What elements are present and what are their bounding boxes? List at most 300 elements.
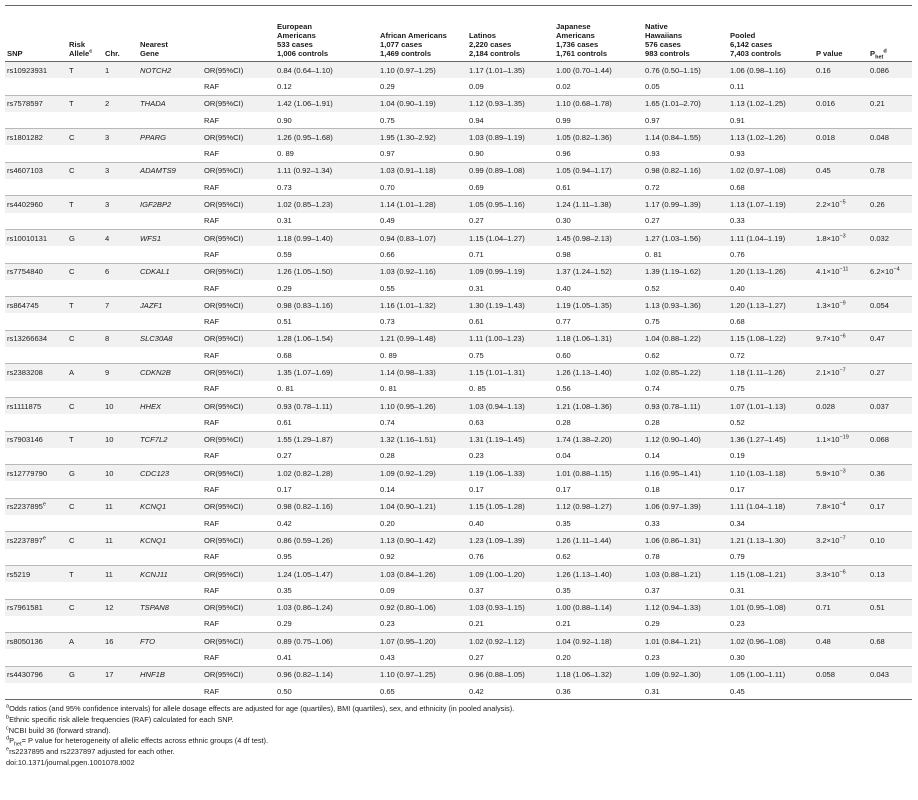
header-pooled xyxy=(728,6,814,62)
or-cell: 0.89 (0.75–1.06) xyxy=(277,636,333,646)
stat-label-cell: RAF xyxy=(204,417,220,427)
raf-cell: 0.75 xyxy=(469,350,484,360)
empty-cell xyxy=(5,145,67,162)
raf-cell: 0.94 xyxy=(469,115,484,125)
footnote-d-label: P xyxy=(9,736,14,746)
empty-cell xyxy=(67,649,103,666)
empty-cell xyxy=(138,213,202,230)
stat-label-cell: OR(95%CI) xyxy=(204,502,244,512)
empty-cell xyxy=(5,347,67,364)
stat-label-cell: RAF xyxy=(204,182,220,192)
raf-cell: 0.61 xyxy=(469,317,484,327)
snp-id: rs1111875 xyxy=(7,401,42,411)
empty-cell xyxy=(103,179,138,196)
empty-cell xyxy=(67,414,103,431)
or-cell: 1.12 (0.90–1.40) xyxy=(645,435,701,445)
empty-cell xyxy=(814,649,868,666)
header-afr xyxy=(378,6,467,62)
table-row xyxy=(5,246,912,263)
empty-cell xyxy=(5,78,67,95)
pvalue-cell-exponent: −11 xyxy=(839,266,849,273)
phet-cell-value: 0.78 xyxy=(870,166,885,176)
or-cell: 1.15 (1.08–1.22) xyxy=(730,334,786,344)
empty-cell xyxy=(103,448,138,465)
raf-cell: 0.35 xyxy=(556,585,571,595)
snp-id: rs8050136 xyxy=(7,636,43,646)
header-jap-l2: Americans xyxy=(556,31,595,40)
gene-cell: KCNJ11 xyxy=(140,569,168,579)
empty-cell xyxy=(868,280,912,297)
chr-cell: 1 xyxy=(105,65,110,75)
snp-cell xyxy=(5,297,67,314)
empty-cell xyxy=(868,683,912,700)
raf-cell: 0. 81 xyxy=(380,384,397,394)
raf-cell: 0.37 xyxy=(645,585,660,595)
or-cell: 1.03 (0.88–1.21) xyxy=(645,569,701,579)
chr-cell: 12 xyxy=(105,603,114,613)
empty-cell xyxy=(138,616,202,633)
empty-cell xyxy=(138,145,202,162)
phet-cell-value: 0.21 xyxy=(870,99,885,109)
table-row xyxy=(5,129,912,146)
raf-cell: 0.23 xyxy=(730,619,745,629)
footnote-e xyxy=(6,747,912,758)
gene-cell: ADAMTS9 xyxy=(140,166,176,176)
header-pool-l1: Pooled xyxy=(730,31,756,40)
header-nh-l3: 576 cases xyxy=(645,40,681,49)
phet-cell-value: 0.17 xyxy=(870,502,885,512)
or-cell: 1.37 (1.24–1.52) xyxy=(556,267,612,277)
table-row xyxy=(5,112,912,129)
stat-label-cell: OR(95%CI) xyxy=(204,636,244,646)
empty-cell xyxy=(67,213,103,230)
or-cell: 1.11 (1.00–1.23) xyxy=(469,334,525,344)
empty-cell xyxy=(868,313,912,330)
empty-cell xyxy=(5,112,67,129)
empty-cell xyxy=(103,481,138,498)
snp-cell xyxy=(5,196,67,213)
or-cell: 1.03 (0.92–1.16) xyxy=(380,267,436,277)
or-cell: 1.03 (0.84–1.26) xyxy=(380,569,436,579)
header-eur-l4: 1,006 controls xyxy=(277,49,329,58)
empty-cell xyxy=(5,246,67,263)
phet-cell-value: 0.054 xyxy=(870,300,890,310)
pvalue-cell-exponent: −6 xyxy=(839,569,846,576)
raf-cell: 0.23 xyxy=(380,619,395,629)
empty-cell xyxy=(868,145,912,162)
raf-cell: 0.37 xyxy=(469,585,484,595)
gene-cell: TSPAN8 xyxy=(140,603,169,613)
raf-cell: 0.68 xyxy=(277,350,292,360)
or-cell: 0.96 (0.88–1.05) xyxy=(469,670,525,680)
pvalue-cell-value: 7.8×10 xyxy=(816,502,840,512)
raf-cell: 0.93 xyxy=(645,149,660,159)
pvalue-cell-value: 1.8×10 xyxy=(816,233,840,243)
raf-cell: 0.33 xyxy=(730,216,745,226)
phet-cell xyxy=(868,162,912,179)
stat-label-cell: OR(95%CI) xyxy=(204,603,244,613)
raf-cell: 0.18 xyxy=(645,485,660,495)
empty-cell xyxy=(814,347,868,364)
or-cell: 1.19 (1.06–1.33) xyxy=(469,468,525,478)
or-cell: 1.13 (0.90–1.42) xyxy=(380,535,436,545)
or-cell: 1.14 (0.84–1.55) xyxy=(645,132,701,142)
risk-allele-cell: C xyxy=(69,535,75,545)
or-cell: 1.14 (1.01–1.28) xyxy=(380,200,436,210)
empty-cell xyxy=(5,683,67,700)
snp-id: rs10010131 xyxy=(7,233,48,243)
raf-cell: 0.19 xyxy=(730,451,745,461)
gene-cell: IGF2BP2 xyxy=(140,200,172,210)
empty-cell xyxy=(868,246,912,263)
raf-cell: 0.68 xyxy=(730,317,745,327)
empty-cell xyxy=(103,78,138,95)
or-cell: 1.02 (0.92–1.12) xyxy=(469,636,525,646)
phet-cell-value: 0.13 xyxy=(870,569,885,579)
empty-cell xyxy=(103,616,138,633)
or-cell: 0.94 (0.83–1.07) xyxy=(380,233,436,243)
pvalue-cell-value: 0.016 xyxy=(816,99,836,109)
or-cell: 1.18 (1.06–1.32) xyxy=(556,670,612,680)
header-afr-l2: 1,077 cases xyxy=(380,40,423,49)
snp-id: rs7903146 xyxy=(7,435,43,445)
snp-id: rs2237897 xyxy=(7,535,43,545)
raf-cell: 0.42 xyxy=(467,683,554,700)
table-row xyxy=(5,515,912,532)
raf-cell: 0.68 xyxy=(730,182,745,192)
risk-allele-cell: T xyxy=(69,99,74,109)
empty-cell xyxy=(868,179,912,196)
table-row xyxy=(5,582,912,599)
raf-cell: 0.33 xyxy=(645,518,660,528)
risk-allele-cell: T xyxy=(69,569,74,579)
empty-cell xyxy=(814,179,868,196)
risk-allele-cell: C xyxy=(69,334,75,344)
or-cell: 1.06 (0.86–1.31) xyxy=(645,535,701,545)
stat-label-cell: OR(95%CI) xyxy=(204,132,244,142)
raf-cell: 0.73 xyxy=(277,182,292,192)
empty-cell xyxy=(5,280,67,297)
snp-cell xyxy=(5,532,67,549)
gene-cell: THADA xyxy=(140,99,166,109)
gene-cell: CDC123 xyxy=(140,468,170,478)
phet-cell-value: 0.068 xyxy=(870,435,890,445)
phet-cell xyxy=(868,196,912,213)
or-cell: 1.10 (0.68–1.78) xyxy=(556,99,612,109)
empty-cell xyxy=(67,280,103,297)
footnote-a-text: Odds ratios (and 95% confidence intervals) for allele dosage effects are adjusted for age (quartiles), BMI (quartiles), sex, and ethnicity (in pooled analysis). xyxy=(9,704,515,714)
empty-cell xyxy=(138,448,202,465)
or-cell: 1.05 (0.95–1.16) xyxy=(469,200,525,210)
header-jap-l3: 1,736 cases xyxy=(556,40,599,49)
header-nh-l4: 983 controls xyxy=(645,49,690,58)
or-cell: 1.20 (1.13–1.26) xyxy=(730,267,786,277)
risk-allele-cell: C xyxy=(69,502,75,512)
raf-cell: 0.11 xyxy=(730,81,745,91)
raf-cell: 0.92 xyxy=(380,552,395,562)
table-row xyxy=(5,229,912,246)
table-row xyxy=(5,649,912,666)
or-cell: 1.18 (1.11–1.26) xyxy=(730,367,786,377)
phet-cell xyxy=(868,666,912,683)
header-gene xyxy=(138,6,202,62)
header-afr-l3: 1,469 controls xyxy=(380,49,432,58)
raf-cell: 0.17 xyxy=(556,485,571,495)
or-cell: 1.05 (0.94–1.17) xyxy=(556,166,612,176)
chr-cell: 17 xyxy=(105,670,114,680)
header-phet-sub: het xyxy=(875,54,884,61)
raf-cell: 0.02 xyxy=(556,81,571,91)
stat-label-cell: RAF xyxy=(204,317,220,327)
pvalue-cell-exponent: −3 xyxy=(839,233,846,240)
raf-cell: 0.17 xyxy=(469,485,484,495)
or-cell: 1.18 (0.99–1.40) xyxy=(277,233,333,243)
raf-cell: 0.20 xyxy=(556,653,571,663)
risk-allele-cell: C xyxy=(69,401,75,411)
raf-cell: 0.35 xyxy=(556,518,571,528)
or-cell: 1.07 (1.01–1.13) xyxy=(730,401,786,411)
raf-cell: 0.27 xyxy=(645,216,660,226)
chr-cell: 16 xyxy=(105,636,114,646)
empty-cell xyxy=(103,683,138,700)
empty-cell xyxy=(814,448,868,465)
empty-cell xyxy=(103,414,138,431)
raf-cell: 0.96 xyxy=(556,149,571,159)
stat-label-cell: OR(95%CI) xyxy=(204,233,244,243)
table-row xyxy=(5,683,912,700)
stat-label-cell: RAF xyxy=(204,485,220,495)
empty-cell xyxy=(103,515,138,532)
phet-cell xyxy=(868,397,912,414)
pvalue-cell xyxy=(814,263,868,280)
table-row xyxy=(5,297,912,314)
or-cell: 1.04 (0.92–1.18) xyxy=(556,636,612,646)
or-cell: 1.00 (0.88–1.14) xyxy=(556,603,612,613)
empty-cell xyxy=(5,582,67,599)
risk-allele-cell: T xyxy=(69,435,74,445)
raf-cell: 0.49 xyxy=(380,216,395,226)
stat-label-cell: OR(95%CI) xyxy=(204,569,244,579)
footnote-e-text: rs2237895 and rs2237897 adjusted for each other. xyxy=(9,747,175,757)
or-cell: 1.30 (1.19–1.43) xyxy=(469,300,525,310)
empty-cell xyxy=(814,549,868,566)
table-row xyxy=(5,162,912,179)
header-eur-l1: European xyxy=(277,22,313,31)
or-cell: 1.03 (0.86–1.24) xyxy=(277,603,333,613)
phet-cell-value: 0.048 xyxy=(870,132,890,142)
gene-cell: PPARG xyxy=(140,132,167,142)
or-cell: 1.26 (1.13–1.40) xyxy=(556,569,612,579)
raf-cell: 0.04 xyxy=(556,451,571,461)
or-cell: 1.04 (0.90–1.21) xyxy=(380,502,436,512)
header-jap-l1: Japanese xyxy=(556,22,591,31)
risk-allele-cell: T xyxy=(69,200,74,210)
header-phet xyxy=(868,6,912,62)
footnote-d xyxy=(6,736,912,747)
header-pvalue: P value xyxy=(816,49,843,58)
raf-cell: 0.29 xyxy=(645,619,660,629)
pvalue-cell xyxy=(814,129,868,146)
or-cell: 0.93 (0.78–1.11) xyxy=(645,401,701,411)
raf-cell: 0.62 xyxy=(556,552,571,562)
header-lat xyxy=(467,6,554,62)
phet-cell xyxy=(868,297,912,314)
pvalue-cell-exponent: −4 xyxy=(839,501,846,508)
phet-cell xyxy=(868,263,912,280)
empty-cell xyxy=(5,414,67,431)
snp-id: rs4430796 xyxy=(7,670,43,680)
raf-cell: 0.70 xyxy=(380,182,395,192)
raf-cell: 0.27 xyxy=(469,216,484,226)
raf-cell: 0.72 xyxy=(730,350,745,360)
empty-cell xyxy=(103,145,138,162)
snp-cell xyxy=(5,565,67,582)
risk-allele-cell: C xyxy=(69,603,75,613)
or-cell: 1.06 (0.98–1.16) xyxy=(730,65,786,75)
empty-cell xyxy=(814,381,868,398)
gene-cell: SLC30A8 xyxy=(140,334,173,344)
empty-cell xyxy=(103,381,138,398)
raf-cell: 0.59 xyxy=(277,249,292,259)
gene-cell: HHEX xyxy=(140,401,162,411)
raf-cell: 0.42 xyxy=(277,518,292,528)
or-cell: 0.84 (0.64–1.10) xyxy=(277,65,333,75)
snp-cell xyxy=(5,364,67,381)
table-row xyxy=(5,532,912,549)
empty-cell xyxy=(103,280,138,297)
snp-id: rs4607103 xyxy=(7,166,43,176)
footnote-a-mark: a xyxy=(6,703,10,710)
or-cell: 1.15 (1.08–1.21) xyxy=(730,569,786,579)
pvalue-cell xyxy=(814,196,868,213)
empty-cell xyxy=(138,582,202,599)
empty-cell xyxy=(814,616,868,633)
stat-label-cell: OR(95%CI) xyxy=(204,300,244,310)
or-cell: 1.05 (0.82–1.36) xyxy=(556,132,612,142)
or-cell: 1.31 (1.19–1.45) xyxy=(469,435,525,445)
or-cell: 1.17 (0.99–1.39) xyxy=(645,200,701,210)
or-cell: 1.19 (1.05–1.35) xyxy=(556,300,612,310)
chr-cell: 8 xyxy=(105,334,110,344)
or-cell: 1.13 (0.93–1.36) xyxy=(645,300,701,310)
raf-cell: 0.61 xyxy=(277,417,292,427)
empty-cell xyxy=(67,78,103,95)
or-cell: 1.15 (1.01–1.31) xyxy=(469,367,525,377)
table-row xyxy=(5,414,912,431)
footnote-c-text: NCBI build 36 (forward strand). xyxy=(8,725,111,735)
phet-cell xyxy=(868,532,912,549)
pvalue-cell-value: 0.48 xyxy=(816,636,831,646)
empty-cell xyxy=(868,213,912,230)
pvalue-cell-exponent: −9 xyxy=(839,300,846,307)
or-cell: 1.24 (1.11–1.38) xyxy=(556,200,612,210)
or-cell: 1.26 (1.13–1.40) xyxy=(556,367,612,377)
empty-cell xyxy=(814,78,868,95)
or-cell: 1.09 (0.99–1.19) xyxy=(469,267,525,277)
header-gene-word1: Nearest xyxy=(140,40,168,49)
phet-cell-value: 0.037 xyxy=(870,401,890,411)
empty-cell xyxy=(67,112,103,129)
pvalue-cell-exponent: −3 xyxy=(839,468,846,475)
pvalue-cell xyxy=(814,431,868,448)
table-row xyxy=(5,179,912,196)
raf-cell: 0.29 xyxy=(380,81,395,91)
stat-label-cell: RAF xyxy=(204,249,220,259)
pvalue-cell xyxy=(814,532,868,549)
or-cell: 1.27 (1.03–1.56) xyxy=(645,233,701,243)
footnote-b-mark: b xyxy=(6,714,10,721)
empty-cell xyxy=(5,213,67,230)
pvalue-cell xyxy=(814,565,868,582)
empty-cell xyxy=(868,414,912,431)
or-cell: 1.02 (0.97–1.08) xyxy=(730,166,786,176)
header-gene-word2: Gene xyxy=(140,49,159,58)
empty-cell xyxy=(67,347,103,364)
or-cell: 1.95 (1.30–2.92) xyxy=(380,132,436,142)
or-cell: 1.13 (1.02–1.26) xyxy=(730,132,786,142)
chr-cell: 10 xyxy=(105,401,114,411)
footnote-d-text: = P value for heterogeneity of allelic effects across ethnic groups (4 df test). xyxy=(21,736,269,746)
empty-cell xyxy=(5,515,67,532)
empty-cell xyxy=(5,381,67,398)
chr-cell: 9 xyxy=(105,367,110,377)
chr-cell: 11 xyxy=(105,535,113,545)
stat-label-cell: RAF xyxy=(204,283,220,293)
raf-cell: 0.52 xyxy=(730,417,745,427)
snp-id: rs2383208 xyxy=(7,367,43,377)
table-row xyxy=(5,397,912,414)
empty-cell xyxy=(868,616,912,633)
or-cell: 1.15 (1.05–1.28) xyxy=(469,502,525,512)
gene-cell: KCNQ1 xyxy=(140,535,167,545)
or-cell: 1.10 (0.97–1.25) xyxy=(380,65,436,75)
footnotes xyxy=(5,704,912,768)
risk-allele-cell: C xyxy=(69,166,75,176)
snp-id: rs12779790 xyxy=(7,468,48,478)
pvalue-cell-value: 3.2×10 xyxy=(816,535,840,545)
raf-cell: 0.31 xyxy=(730,585,745,595)
phet-cell-value: 0.10 xyxy=(870,535,885,545)
pvalue-cell xyxy=(814,330,868,347)
phet-cell xyxy=(868,465,912,482)
or-cell: 1.10 (1.03–1.18) xyxy=(730,468,786,478)
raf-cell: 0.91 xyxy=(730,115,745,125)
raf-cell: 0.20 xyxy=(380,518,395,528)
table-row xyxy=(5,565,912,582)
or-cell: 1.11 (0.92–1.34) xyxy=(277,166,333,176)
stat-label-cell: RAF xyxy=(204,585,220,595)
header-lat-l3: 2,184 controls xyxy=(469,49,521,58)
or-cell: 1.09 (1.00–1.20) xyxy=(469,569,525,579)
pvalue-cell xyxy=(814,397,868,414)
raf-cell: 0.14 xyxy=(380,485,395,495)
empty-cell xyxy=(868,549,912,566)
snp-cell xyxy=(5,330,67,347)
empty-cell xyxy=(138,313,202,330)
phet-cell-value: 0.51 xyxy=(870,603,885,613)
pvalue-cell-value: 0.028 xyxy=(816,401,836,411)
or-cell: 1.28 (1.06–1.54) xyxy=(277,334,333,344)
empty-cell xyxy=(814,515,868,532)
header-eur-l3: 533 cases xyxy=(277,40,313,49)
snp-id: rs4402960 xyxy=(7,200,43,210)
empty-cell xyxy=(868,381,912,398)
snp-id: rs2237895 xyxy=(7,502,43,512)
or-cell: 0.76 (0.50–1.15) xyxy=(645,65,701,75)
empty-cell xyxy=(814,683,868,700)
header-risk-allele-word1: Risk xyxy=(69,40,86,49)
header-pool-l2: 6,142 cases xyxy=(730,40,773,49)
